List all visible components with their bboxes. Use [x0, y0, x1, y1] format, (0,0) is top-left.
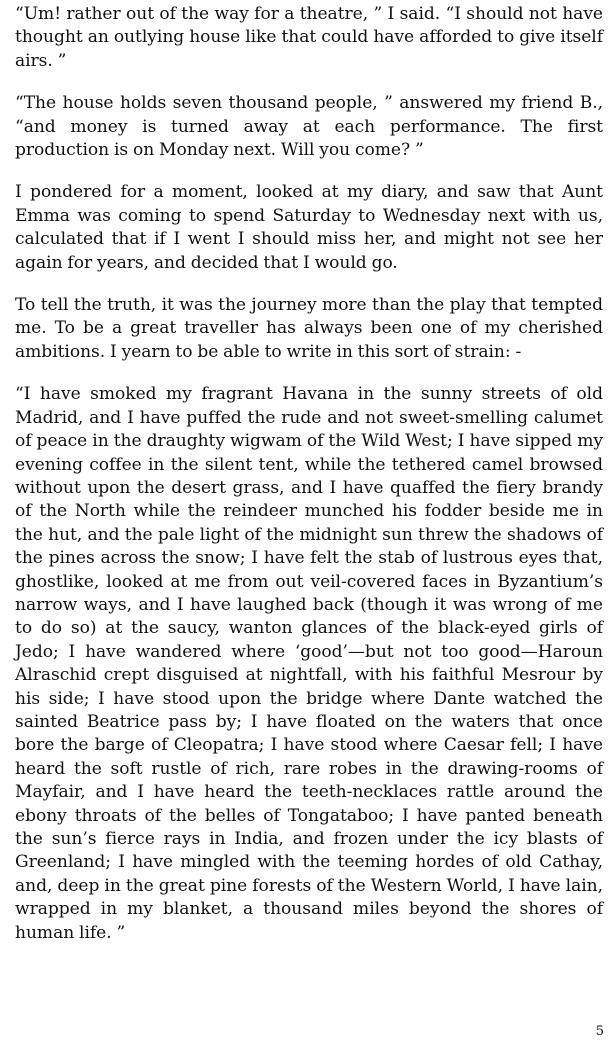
- page-number: 5: [595, 1024, 604, 1039]
- paragraph-traveller-ambition: To tell the truth, it was the journey more than the play that tempted me. To be a great traveller has always been one of my cherished ambitions. I yearn to be able to write in this sort of strain: -: [15, 295, 603, 362]
- paragraph-friend-reply: “The house holds seven thousand people, ” answered my friend B., “and money is turned away at each performance. The first production is on Monday next. Will you come? ”: [15, 93, 603, 161]
- paragraph-travel-passage: “I have smoked my fragrant Havana in the sunny streets of old Madrid, and I have puffed the rude and not sweet-smelling calumet of peace in the draughty wigwam of the Wild West; I have sipped my evening coffee in the silent tent, while the tethered camel browsed without upon the desert grass, and I have quaffed the fiery brandy of the North while the reindeer munched his fodder beside me in the hut, and the pale light of the midnight sun threw the shadows of the pines across the snow; I have felt the stab of lustrous eyes that, ghostlike, looked at me from out veil-covered faces in Byzantium’s narrow ways, and I have laughed back (though it was wrong of me to do so) at the saucy, wanton glances of the black-eyed girls of Jedo; I have wandered where ‘good’—but not too good—Haroun Alraschid crept disguised at nightfall, with his faithful Mesrour by his side; I have stood upon the bridge where Dante watched the sainted Beatrice pass by; I have floated on the waters that once bore the barge of Cleopatra; I have stood where Caesar fell; I have heard the soft rustle of rich, rare robes in the drawing-rooms of Mayfair, and I have heard the teeth-necklaces rattle around the ebony throats of the belles of Tongataboo; I have panted beneath the sun’s fierce rays in India, and frozen under the icy blasts of Greenland; I have mingled with the teeming hordes of old Cathay, and, deep in the great pine forests of the Western World, I have lain, wrapped in my blanket, a thousand miles beyond the shores of human life. ”: [15, 384, 603, 943]
- paragraph-theatre-remark: “Um! rather out of the way for a theatre, ” I said. “I should not have thought an outlying house like that could have afforded to give itself airs. ”: [15, 4, 603, 71]
- paragraph-aunt-emma: I pondered for a moment, looked at my diary, and saw that Aunt Emma was coming to spend Saturday to Wednesday next with us, calculated that if I went I should miss her, and might not see her again for years, and decided that I would go.: [15, 182, 603, 273]
